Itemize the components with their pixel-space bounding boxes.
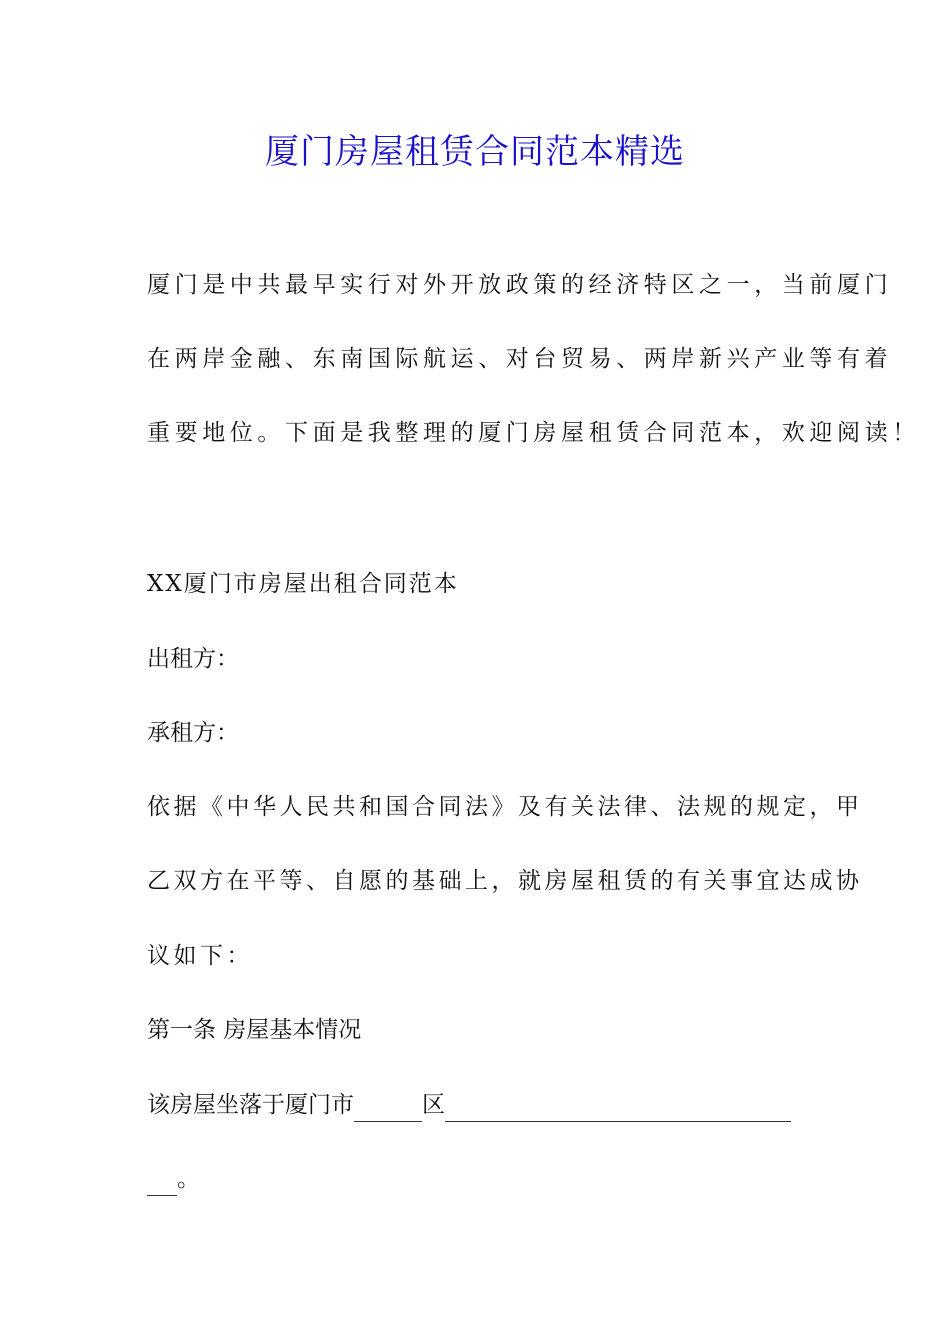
city-blank: [354, 1095, 422, 1122]
address-blank: [445, 1095, 791, 1122]
lessor-label: 出租方：: [147, 646, 239, 672]
location-end: 。: [177, 1166, 200, 1192]
address-blank-continued: [147, 1169, 177, 1196]
basis-line-3: 议如下：: [147, 943, 253, 969]
location-district: 区: [422, 1092, 445, 1118]
intro-line-3: 重要地位。下面是我整理的厦门房屋租赁合同范本，欢迎阅读！: [147, 420, 920, 446]
location-line-end: [147, 1162, 807, 1196]
basis-line-2: 乙双方在平等、自愿的基础上，就房屋租赁的有关事宜达成协: [147, 868, 863, 894]
contract-title: XX厦门市房屋出租合同范本: [147, 571, 459, 597]
article-1-heading: 第一条 房屋基本情况: [147, 1017, 362, 1043]
location-line: [147, 1088, 807, 1122]
intro-line-2: 在两岸金融、东南国际航运、对台贸易、两岸新兴产业等有着: [147, 346, 893, 372]
intro-line-1: 厦门是中共最早实行对外开放政策的经济特区之一，当前厦门: [147, 272, 893, 298]
basis-line-1: 依据《中华人民共和国合同法》及有关法律、法规的规定，甲: [147, 794, 863, 820]
location-prefix: 该房屋坐落于厦门市: [147, 1092, 354, 1118]
document-title: 厦门房屋租赁合同范本精选: [265, 132, 685, 172]
lessee-label: 承租方：: [147, 720, 239, 746]
